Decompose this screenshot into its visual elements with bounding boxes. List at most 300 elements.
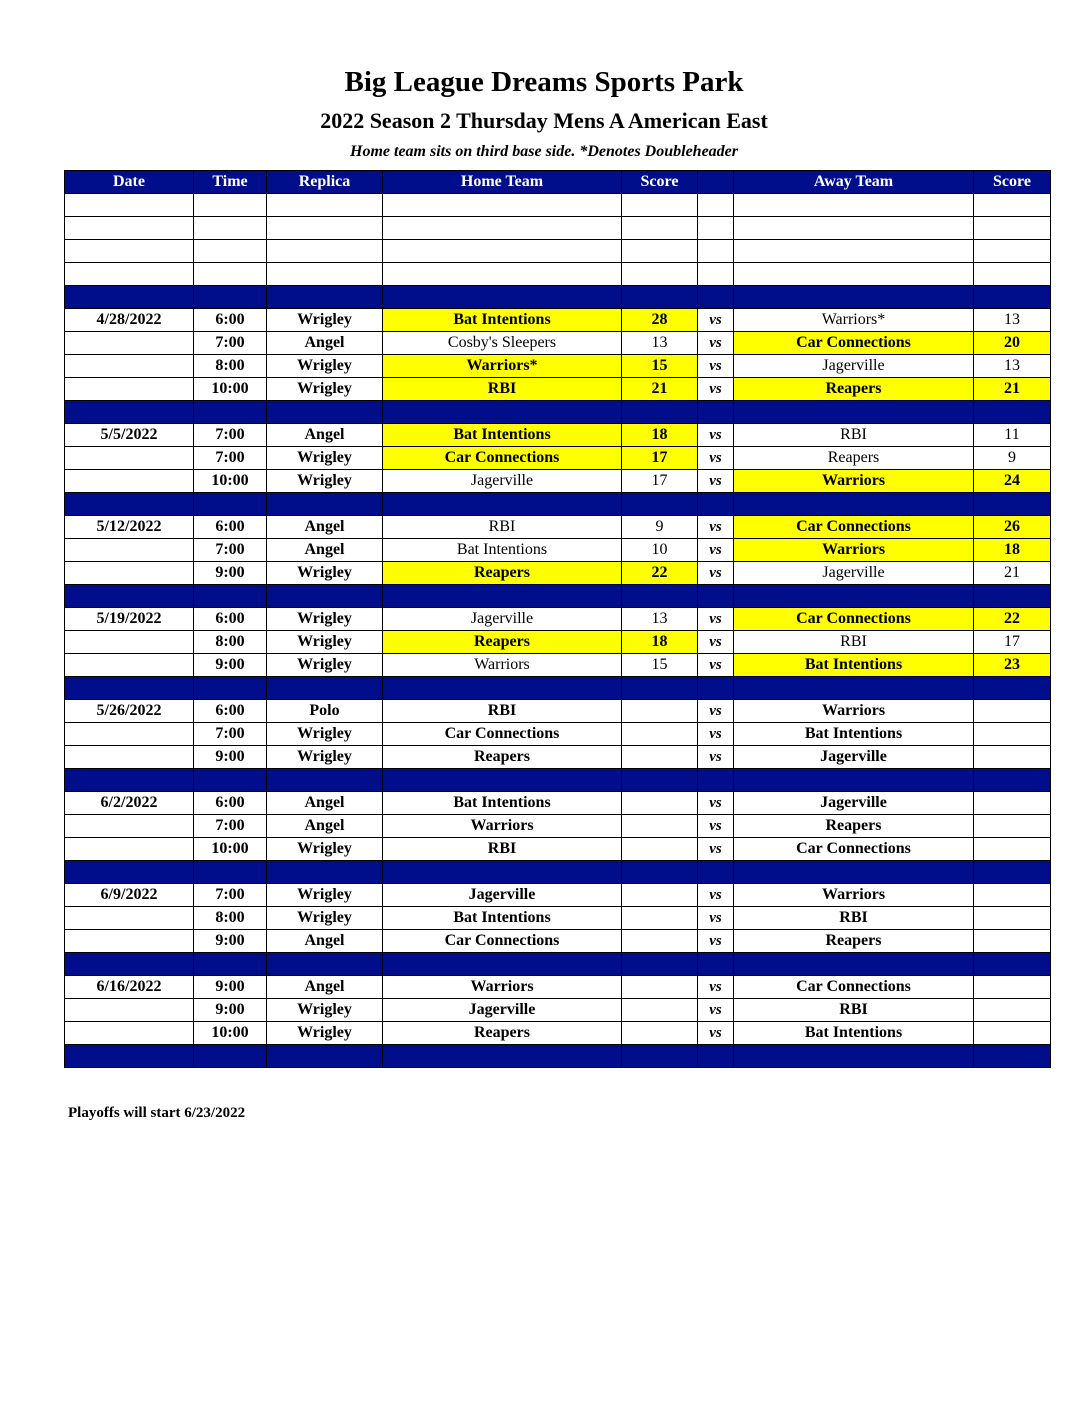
separator-cell [974, 493, 1051, 516]
home-score: 18 [622, 631, 698, 654]
home-team: Jagerville [383, 884, 622, 907]
vs-label: vs [698, 907, 734, 930]
game-replica: Wrigley [267, 907, 383, 930]
game-row [65, 539, 1051, 562]
game-row [65, 999, 1051, 1022]
separator-cell [383, 401, 622, 424]
game-replica: Wrigley [267, 378, 383, 401]
separator-cell [65, 769, 194, 792]
game-date: 5/12/2022 [65, 516, 194, 539]
separator-cell [974, 585, 1051, 608]
game-time: 7:00 [194, 447, 267, 470]
game-row [65, 815, 1051, 838]
blank-cell [267, 263, 383, 286]
separator-cell [622, 677, 698, 700]
home-team: Warriors [383, 815, 622, 838]
week-separator-row [65, 953, 1051, 976]
week-separator-row [65, 861, 1051, 884]
game-row [65, 654, 1051, 677]
game-date [65, 838, 194, 861]
separator-cell [267, 401, 383, 424]
game-replica: Wrigley [267, 999, 383, 1022]
away-team: RBI [734, 424, 974, 447]
blank-cell [622, 240, 698, 263]
away-score [974, 930, 1051, 953]
game-time: 9:00 [194, 976, 267, 999]
separator-cell [698, 769, 734, 792]
game-time: 10:00 [194, 838, 267, 861]
page-title: Big League Dreams Sports Park [344, 66, 744, 98]
away-team: Reapers [734, 378, 974, 401]
home-team: Car Connections [383, 723, 622, 746]
game-date [65, 654, 194, 677]
home-score [622, 976, 698, 999]
game-replica: Angel [267, 332, 383, 355]
home-team: Car Connections [383, 930, 622, 953]
vs-label: vs [698, 378, 734, 401]
game-row [65, 930, 1051, 953]
away-team: Car Connections [734, 838, 974, 861]
game-row [65, 838, 1051, 861]
schedule-note: Home team sits on third base side. *Denotes Doubleheader [350, 143, 738, 160]
separator-cell [974, 401, 1051, 424]
home-score [622, 907, 698, 930]
blank-cell [974, 240, 1051, 263]
game-row [65, 700, 1051, 723]
game-row [65, 907, 1051, 930]
game-row [65, 516, 1051, 539]
home-score [622, 838, 698, 861]
week-separator-row [65, 286, 1051, 309]
separator-cell [698, 677, 734, 700]
home-team: RBI [383, 838, 622, 861]
game-row [65, 309, 1051, 332]
away-team: RBI [734, 999, 974, 1022]
blank-cell [194, 194, 267, 217]
game-replica: Angel [267, 539, 383, 562]
game-date [65, 746, 194, 769]
vs-label: vs [698, 447, 734, 470]
away-team: Warriors [734, 539, 974, 562]
week-separator-row [65, 1045, 1051, 1068]
schedule-table [64, 170, 1051, 1068]
game-date [65, 930, 194, 953]
game-time: 8:00 [194, 907, 267, 930]
separator-cell [383, 286, 622, 309]
game-date: 5/19/2022 [65, 608, 194, 631]
separator-cell [194, 769, 267, 792]
game-replica: Wrigley [267, 608, 383, 631]
home-score: 9 [622, 516, 698, 539]
separator-cell [383, 953, 622, 976]
game-date: 6/9/2022 [65, 884, 194, 907]
vs-label: vs [698, 424, 734, 447]
blank-row [65, 194, 1051, 217]
game-row [65, 447, 1051, 470]
away-score: 21 [974, 562, 1051, 585]
header-away-score: Score [974, 171, 1051, 194]
game-replica: Wrigley [267, 355, 383, 378]
game-row [65, 884, 1051, 907]
away-team: Reapers [734, 930, 974, 953]
game-time: 7:00 [194, 815, 267, 838]
game-time: 9:00 [194, 746, 267, 769]
game-replica: Wrigley [267, 447, 383, 470]
home-team: Cosby's Sleepers [383, 332, 622, 355]
game-date [65, 447, 194, 470]
separator-cell [622, 861, 698, 884]
home-team: Bat Intentions [383, 907, 622, 930]
away-score: 26 [974, 516, 1051, 539]
away-score: 11 [974, 424, 1051, 447]
separator-cell [267, 585, 383, 608]
separator-cell [194, 861, 267, 884]
home-score [622, 700, 698, 723]
blank-cell [622, 217, 698, 240]
game-time: 10:00 [194, 1022, 267, 1045]
separator-cell [974, 286, 1051, 309]
separator-cell [267, 677, 383, 700]
away-team: Warriors [734, 470, 974, 493]
blank-cell [267, 217, 383, 240]
away-score: 13 [974, 355, 1051, 378]
away-score: 9 [974, 447, 1051, 470]
game-time: 8:00 [194, 631, 267, 654]
away-team: Bat Intentions [734, 723, 974, 746]
vs-label: vs [698, 516, 734, 539]
home-score [622, 723, 698, 746]
vs-label: vs [698, 539, 734, 562]
separator-cell [383, 585, 622, 608]
away-team: RBI [734, 907, 974, 930]
home-team: Bat Intentions [383, 792, 622, 815]
home-team: Bat Intentions [383, 539, 622, 562]
separator-cell [194, 585, 267, 608]
game-date: 5/5/2022 [65, 424, 194, 447]
vs-label: vs [698, 562, 734, 585]
blank-cell [734, 194, 974, 217]
separator-cell [194, 953, 267, 976]
away-team: Bat Intentions [734, 654, 974, 677]
game-time: 9:00 [194, 562, 267, 585]
away-team: Jagerville [734, 562, 974, 585]
game-replica: Wrigley [267, 838, 383, 861]
game-time: 6:00 [194, 608, 267, 631]
blank-cell [383, 263, 622, 286]
vs-label: vs [698, 332, 734, 355]
game-time: 9:00 [194, 654, 267, 677]
separator-cell [622, 493, 698, 516]
game-row [65, 608, 1051, 631]
home-team: RBI [383, 700, 622, 723]
game-date: 6/2/2022 [65, 792, 194, 815]
blank-cell [383, 194, 622, 217]
game-time: 7:00 [194, 424, 267, 447]
game-time: 10:00 [194, 378, 267, 401]
separator-cell [65, 401, 194, 424]
game-time: 6:00 [194, 700, 267, 723]
blank-cell [194, 263, 267, 286]
blank-cell [267, 194, 383, 217]
blank-cell [194, 240, 267, 263]
separator-cell [698, 953, 734, 976]
blank-cell [734, 217, 974, 240]
week-separator-row [65, 677, 1051, 700]
separator-cell [383, 769, 622, 792]
game-time: 6:00 [194, 792, 267, 815]
separator-cell [734, 769, 974, 792]
game-date [65, 355, 194, 378]
home-team: Reapers [383, 562, 622, 585]
game-row [65, 470, 1051, 493]
game-date [65, 1022, 194, 1045]
separator-cell [383, 861, 622, 884]
separator-cell [267, 493, 383, 516]
away-team: Car Connections [734, 516, 974, 539]
separator-cell [734, 953, 974, 976]
separator-cell [65, 1045, 194, 1068]
vs-label: vs [698, 309, 734, 332]
away-team: RBI [734, 631, 974, 654]
home-score: 21 [622, 378, 698, 401]
game-replica: Angel [267, 424, 383, 447]
game-replica: Wrigley [267, 746, 383, 769]
away-score: 21 [974, 378, 1051, 401]
home-team: Jagerville [383, 608, 622, 631]
game-replica: Angel [267, 815, 383, 838]
game-row [65, 355, 1051, 378]
separator-cell [267, 861, 383, 884]
game-time: 9:00 [194, 930, 267, 953]
week-separator-row [65, 401, 1051, 424]
away-score [974, 700, 1051, 723]
vs-label: vs [698, 884, 734, 907]
away-score: 17 [974, 631, 1051, 654]
home-team: Jagerville [383, 470, 622, 493]
game-replica: Angel [267, 792, 383, 815]
vs-label: vs [698, 700, 734, 723]
game-replica: Wrigley [267, 562, 383, 585]
home-team: Warriors [383, 654, 622, 677]
game-row [65, 1022, 1051, 1045]
blank-cell [698, 240, 734, 263]
home-score: 17 [622, 447, 698, 470]
table-header-row [65, 171, 1051, 194]
separator-cell [698, 1045, 734, 1068]
home-score: 13 [622, 608, 698, 631]
separator-cell [974, 677, 1051, 700]
home-score: 17 [622, 470, 698, 493]
blank-cell [974, 263, 1051, 286]
blank-cell [383, 217, 622, 240]
vs-label: vs [698, 1022, 734, 1045]
game-time: 7:00 [194, 723, 267, 746]
game-row [65, 631, 1051, 654]
separator-cell [194, 677, 267, 700]
vs-label: vs [698, 999, 734, 1022]
away-team: Warriors [734, 884, 974, 907]
blank-cell [65, 240, 194, 263]
home-score [622, 1022, 698, 1045]
header-time: Time [194, 171, 267, 194]
vs-label: vs [698, 930, 734, 953]
game-row [65, 792, 1051, 815]
game-time: 6:00 [194, 309, 267, 332]
home-team: Reapers [383, 631, 622, 654]
blank-cell [974, 194, 1051, 217]
separator-cell [383, 677, 622, 700]
separator-cell [622, 953, 698, 976]
vs-label: vs [698, 723, 734, 746]
blank-cell [65, 263, 194, 286]
home-team: Reapers [383, 746, 622, 769]
blank-row [65, 263, 1051, 286]
game-time: 8:00 [194, 355, 267, 378]
game-date [65, 332, 194, 355]
game-date [65, 815, 194, 838]
game-replica: Polo [267, 700, 383, 723]
separator-cell [267, 953, 383, 976]
away-score [974, 792, 1051, 815]
blank-cell [383, 240, 622, 263]
game-replica: Angel [267, 516, 383, 539]
away-score [974, 815, 1051, 838]
game-replica: Wrigley [267, 654, 383, 677]
separator-cell [194, 1045, 267, 1068]
home-score: 15 [622, 355, 698, 378]
home-team: Reapers [383, 1022, 622, 1045]
home-team: Bat Intentions [383, 424, 622, 447]
separator-cell [698, 286, 734, 309]
home-team: Warriors [383, 976, 622, 999]
separator-cell [974, 953, 1051, 976]
away-team: Warriors* [734, 309, 974, 332]
separator-cell [65, 493, 194, 516]
separator-cell [622, 585, 698, 608]
game-date [65, 539, 194, 562]
home-score: 10 [622, 539, 698, 562]
blank-cell [698, 217, 734, 240]
separator-cell [622, 769, 698, 792]
home-score [622, 930, 698, 953]
away-team: Jagerville [734, 355, 974, 378]
away-score: 18 [974, 539, 1051, 562]
away-team: Jagerville [734, 792, 974, 815]
separator-cell [734, 585, 974, 608]
away-team: Bat Intentions [734, 1022, 974, 1045]
home-score: 13 [622, 332, 698, 355]
game-date [65, 999, 194, 1022]
game-time: 7:00 [194, 884, 267, 907]
blank-cell [974, 217, 1051, 240]
home-team: Bat Intentions [383, 309, 622, 332]
blank-cell [698, 263, 734, 286]
separator-cell [267, 286, 383, 309]
vs-label: vs [698, 746, 734, 769]
separator-cell [734, 493, 974, 516]
game-replica: Wrigley [267, 723, 383, 746]
home-score: 18 [622, 424, 698, 447]
away-score [974, 838, 1051, 861]
away-team: Reapers [734, 447, 974, 470]
separator-cell [974, 1045, 1051, 1068]
blank-cell [734, 240, 974, 263]
game-row [65, 378, 1051, 401]
game-replica: Wrigley [267, 309, 383, 332]
header-away-team: Away Team [734, 171, 974, 194]
home-score: 22 [622, 562, 698, 585]
home-team: RBI [383, 516, 622, 539]
separator-cell [974, 769, 1051, 792]
home-score [622, 815, 698, 838]
game-date [65, 378, 194, 401]
away-team: Car Connections [734, 608, 974, 631]
home-team: Warriors* [383, 355, 622, 378]
vs-label: vs [698, 838, 734, 861]
separator-cell [65, 286, 194, 309]
away-team: Car Connections [734, 332, 974, 355]
separator-cell [974, 861, 1051, 884]
game-date [65, 723, 194, 746]
header-home-team: Home Team [383, 171, 622, 194]
separator-cell [698, 401, 734, 424]
blank-cell [622, 194, 698, 217]
separator-cell [622, 401, 698, 424]
separator-cell [194, 401, 267, 424]
away-score: 23 [974, 654, 1051, 677]
game-row [65, 424, 1051, 447]
vs-label: vs [698, 470, 734, 493]
vs-label: vs [698, 976, 734, 999]
game-date [65, 562, 194, 585]
game-date [65, 470, 194, 493]
blank-cell [65, 217, 194, 240]
home-team: RBI [383, 378, 622, 401]
game-row [65, 723, 1051, 746]
away-team: Reapers [734, 815, 974, 838]
separator-cell [267, 1045, 383, 1068]
game-date: 5/26/2022 [65, 700, 194, 723]
separator-cell [698, 493, 734, 516]
game-date: 6/16/2022 [65, 976, 194, 999]
page-subtitle: 2022 Season 2 Thursday Mens A American East [320, 108, 768, 133]
game-time: 9:00 [194, 999, 267, 1022]
game-replica: Angel [267, 976, 383, 999]
home-score [622, 746, 698, 769]
separator-cell [734, 286, 974, 309]
vs-label: vs [698, 654, 734, 677]
game-row [65, 976, 1051, 999]
playoffs-note: Playoffs will start 6/23/2022 [68, 1105, 246, 1121]
game-replica: Angel [267, 930, 383, 953]
vs-label: vs [698, 792, 734, 815]
game-date: 4/28/2022 [65, 309, 194, 332]
separator-cell [194, 493, 267, 516]
away-team: Warriors [734, 700, 974, 723]
away-score [974, 976, 1051, 999]
separator-cell [65, 585, 194, 608]
game-replica: Wrigley [267, 1022, 383, 1045]
separator-cell [267, 769, 383, 792]
week-separator-row [65, 585, 1051, 608]
separator-cell [734, 401, 974, 424]
header-replica: Replica [267, 171, 383, 194]
away-score [974, 907, 1051, 930]
separator-cell [622, 1045, 698, 1068]
home-score [622, 792, 698, 815]
away-score [974, 999, 1051, 1022]
away-score [974, 746, 1051, 769]
